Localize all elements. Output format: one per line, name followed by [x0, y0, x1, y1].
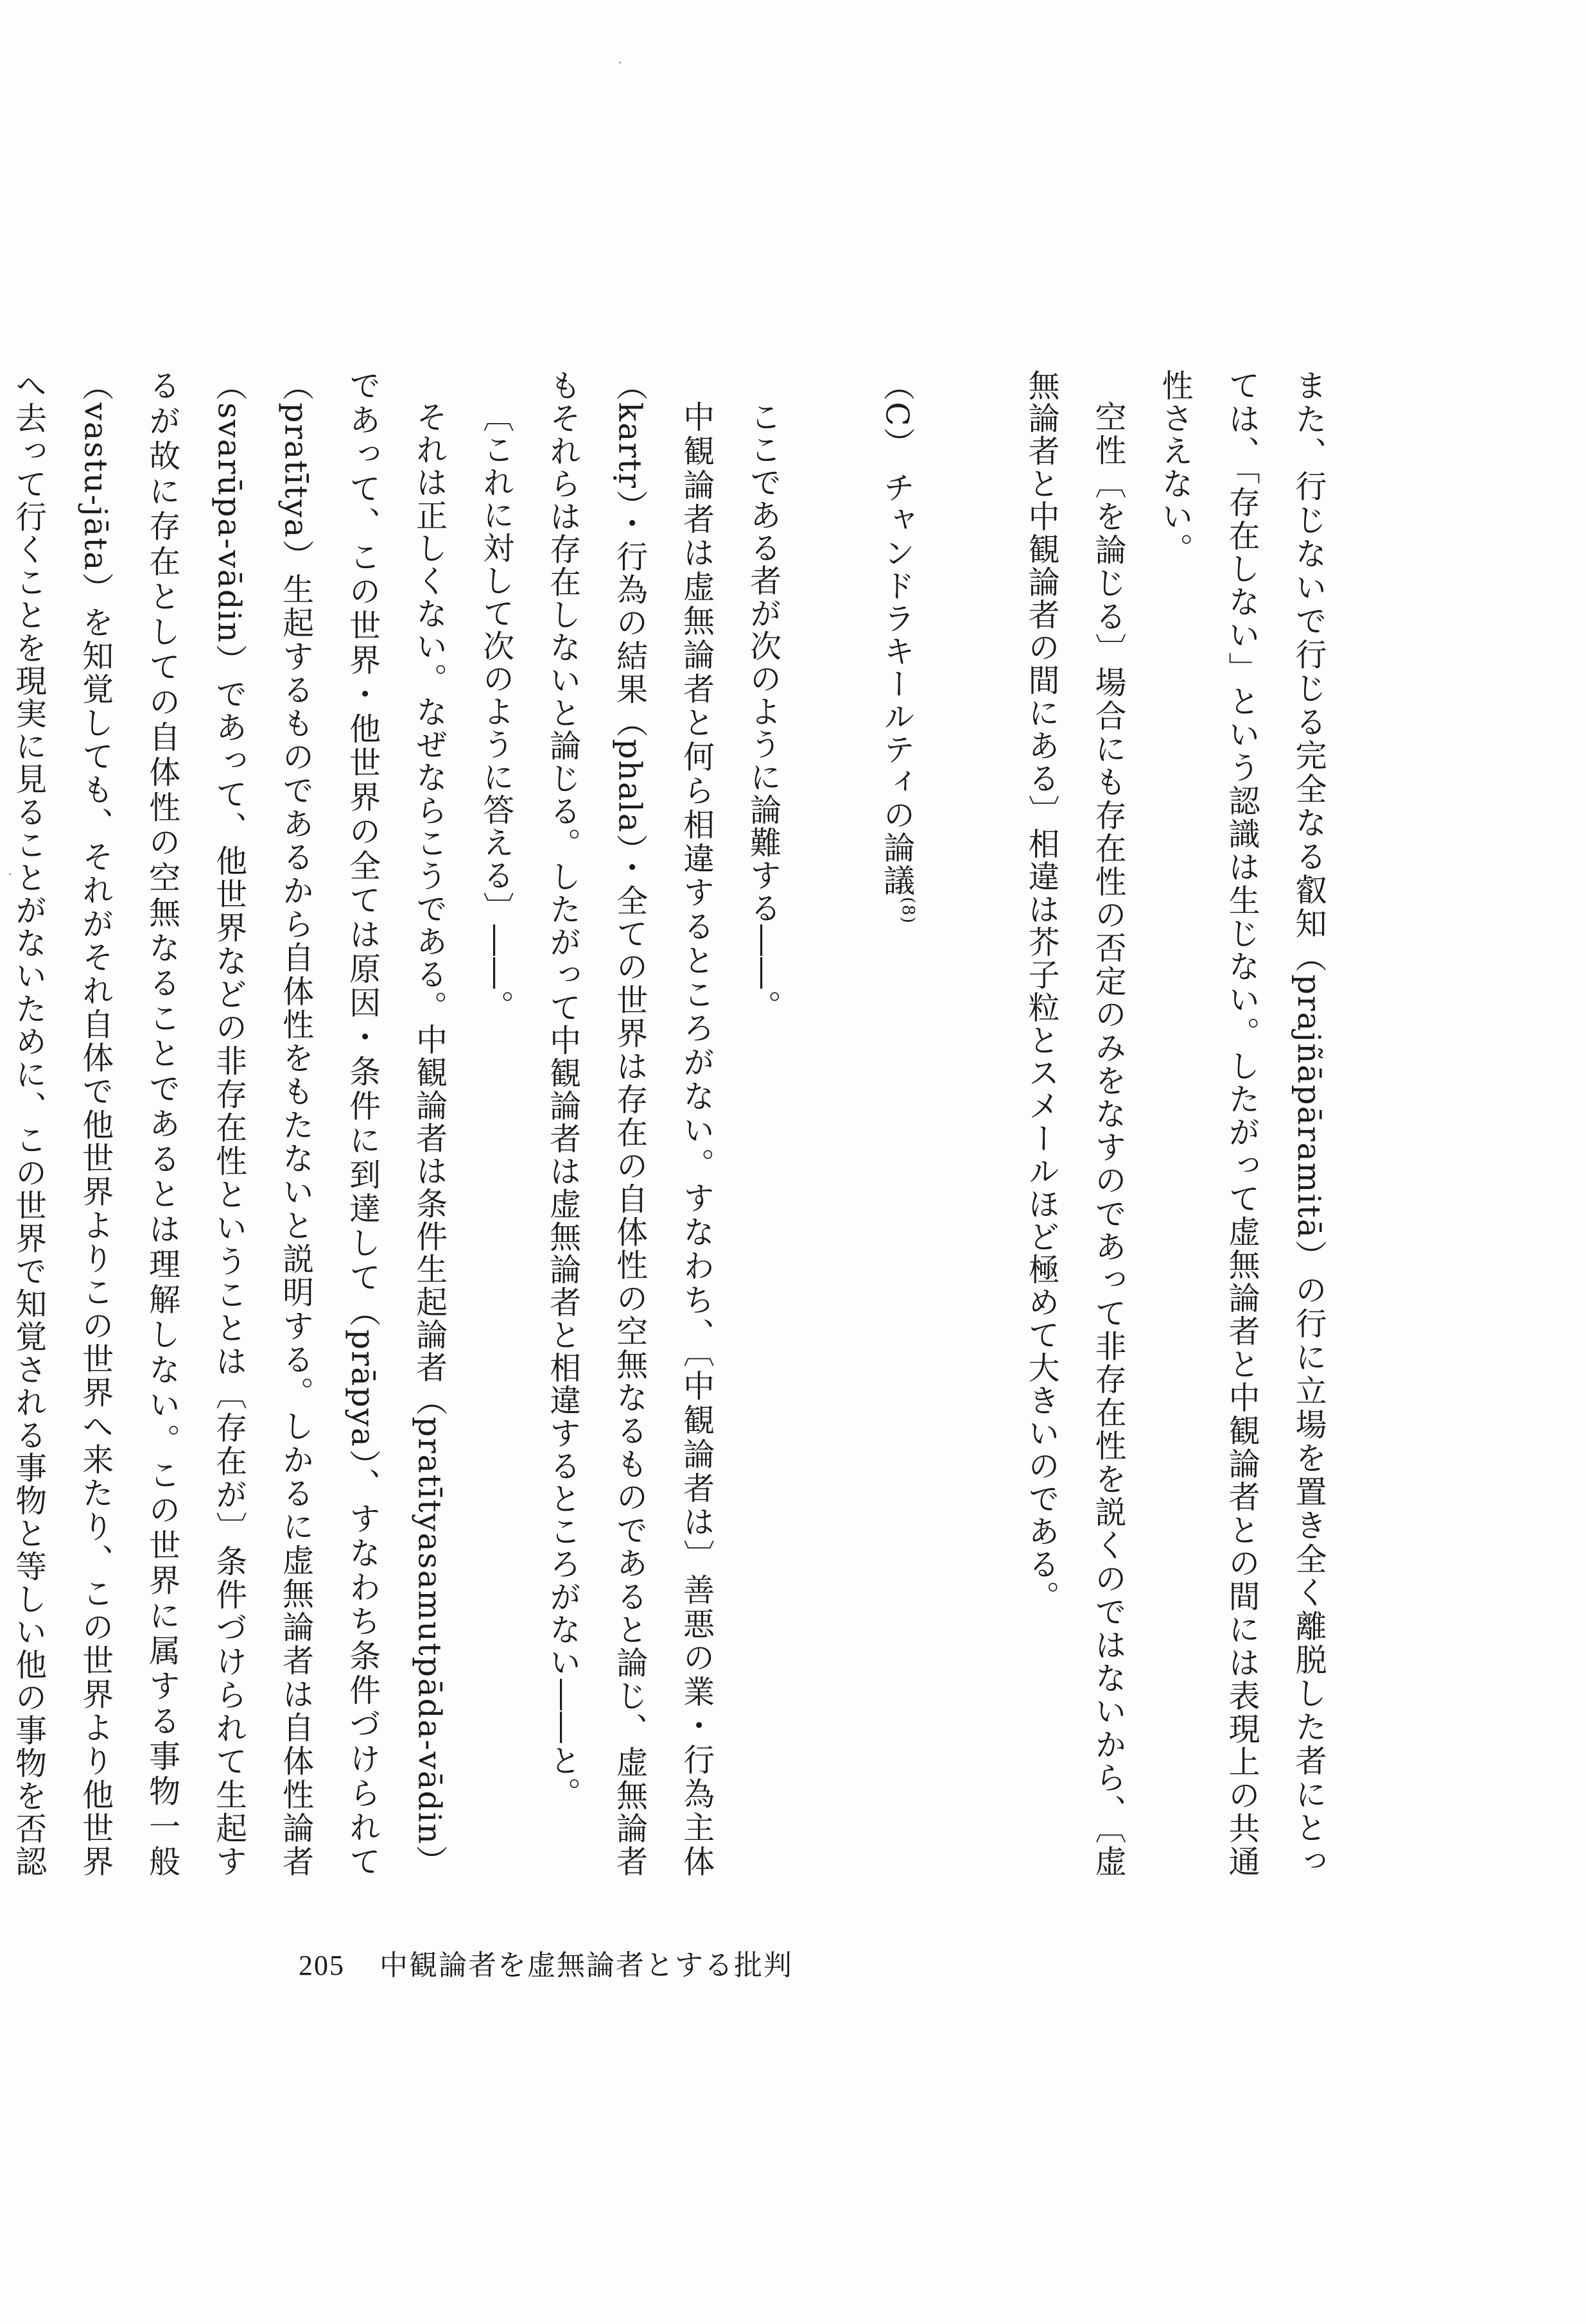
paragraph-4: 中観論者は虚無論者と何ら相違するところがない。すなわち、〔中観論者は〕善悪の業・行為主体（kartṛ）・行為の結果（phala）・全ての世界は存在の自体性の空無なるものであると論じ、虚無論者もそれらは存在しないと論じる。したがって中観論者は虚無論者と相違するところがない――と。 — [545, 369, 715, 1878]
paragraph-1: また、行じないで行じる完全なる叡知（prajñāpāramitā）の行に立場を置き全く離脱した者にとっては、「存在しない」という認識は生じない。したがって虚無論者と中観論者との間には表現上の共通性さえない。 — [1157, 369, 1327, 1878]
section-heading-text: （C） チャンドラキールティの論議 — [878, 369, 916, 898]
section-heading — [864, 369, 941, 1878]
paragraph-3: ここである者が次のように論難する――。 — [745, 401, 782, 1023]
page-footer — [299, 1942, 793, 1983]
paragraph-6: それは正しくない。なぜならこうである。中観論者は条件生起論者（pratītyasamutpāda-vādin）であって、この世界・他世界の全ては原因・条件に到達して（prāpya）、すなわち条件づけられて（pratītya）生起するものであるから自体性をもたないと説明する。しかるに虚無論者は自体性論者（svarūpa-vādin）であって、他世界などの非存在性ということは〔存在が〕条件づけられて生起するが故に存在としての自体性の空無なることであるとは理解しない。この世界に属する事物一般（vastu-jāta）を知覚しても、それがそれ自体で他世界よりこの世界へ来たり、この世界より他世界へ去って行くことを現実に見ることがないために、この世界で知覚される事物と等しい他の事物を否認 — [10, 369, 448, 1878]
paragraph-2: 空性〔を論じる〕場合にも存在性の否定のみをなすのであって非存在性を説くのではないから、〔虚無論者と中観論者の間にある〕相違は芥子粒とスメールほど極めて大きいのである。 — [1024, 369, 1127, 1878]
page-number: 205 — [299, 1950, 345, 1981]
paragraph-5: 〔これに対して次のように答える〕――。 — [478, 401, 515, 1023]
footnote-reference: (8) — [898, 897, 918, 924]
scan-speck — [619, 62, 621, 64]
blank-line — [797, 369, 864, 1878]
vertical-text-body — [10, 369, 1342, 1878]
running-title: 中観論者を虚無論者とする批判 — [379, 1949, 793, 1982]
blank-line — [941, 369, 1008, 1878]
